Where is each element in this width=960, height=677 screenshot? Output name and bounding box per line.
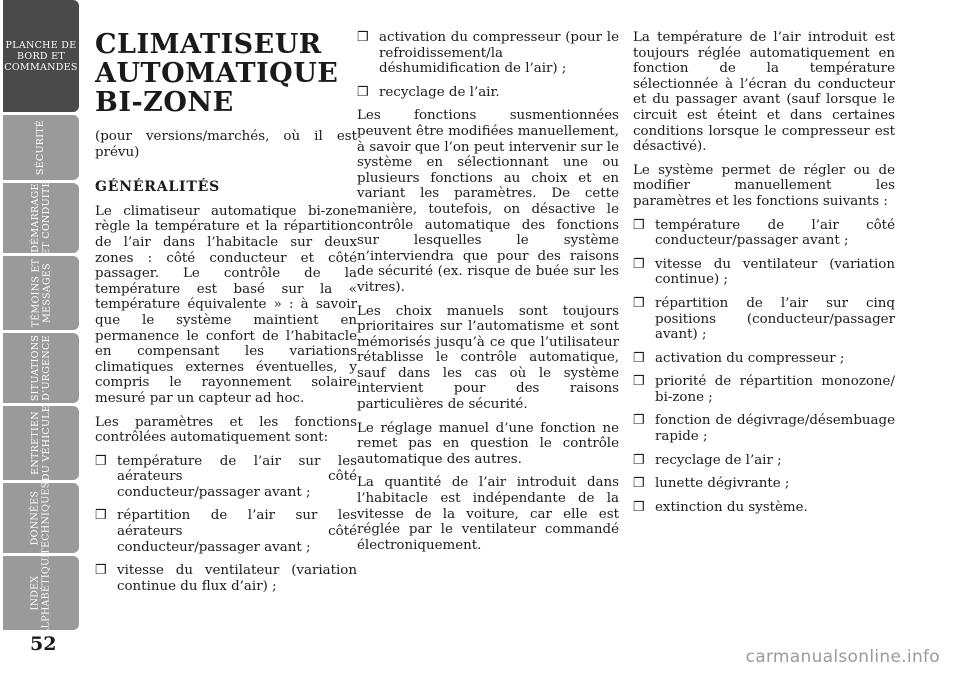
tab-index[interactable] bbox=[3, 550, 79, 636]
subtitle: (pour versions/marchés, où il est prévu) bbox=[95, 129, 357, 160]
list-item: ❒ température de l’air sur les aérateurs côté conducteur/passager avant ; bbox=[95, 453, 357, 500]
checkbox-bullet-icon: ❒ bbox=[633, 350, 645, 366]
list-item: ❒ activation du compresseur ; bbox=[633, 350, 845, 366]
tab-label: ENTRETIEN DU VÉHICULE bbox=[30, 404, 53, 482]
tab-entretien[interactable] bbox=[3, 406, 79, 480]
list-item: ❒ extinction du système. bbox=[633, 499, 808, 515]
tab-label: PLANCHE DE BORD ET COMMANDES bbox=[4, 39, 78, 73]
paragraph: La quantité de l’air introduit dans l’habitacle est indépendante de la vitesse de la voiture, car elle est réglée par le ventilateur commandé électroniquement. bbox=[357, 475, 619, 553]
list-item: ❒ recyclage de l’air ; bbox=[633, 452, 782, 468]
tab-securite[interactable] bbox=[3, 115, 79, 180]
list-item: ❒ recyclage de l’air. bbox=[357, 84, 500, 100]
tab-situations[interactable] bbox=[3, 333, 79, 403]
bullet-list bbox=[95, 454, 357, 595]
tab-label: SÉCURITÉ bbox=[35, 119, 47, 176]
column-3 bbox=[633, 30, 895, 523]
tab-label: INDEX ALPHABÉTIQUE bbox=[30, 550, 53, 636]
list-item: ❒ lunette dégivrante ; bbox=[633, 476, 790, 492]
sidebar-nav bbox=[0, 0, 84, 640]
tab-demarrage[interactable] bbox=[3, 180, 79, 256]
checkbox-bullet-icon: ❒ bbox=[357, 84, 369, 100]
checkbox-bullet-icon: ❒ bbox=[633, 452, 645, 468]
paragraph: Les paramètres et les fonctions contrôlées automatiquement sont: bbox=[95, 414, 357, 446]
paragraph: Le système permet de régler ou de modifier manuellement les paramètres et les fonctions suivants : bbox=[633, 162, 895, 209]
tab-planche-de-bord[interactable] bbox=[3, 0, 79, 112]
list-item: ❒ température de l’air côté conducteur/passager avant ; bbox=[633, 217, 895, 249]
checkbox-bullet-icon: ❒ bbox=[357, 30, 369, 45]
checkbox-bullet-icon: ❒ bbox=[633, 217, 645, 233]
tab-temoins[interactable] bbox=[3, 256, 79, 330]
tab-donnees[interactable] bbox=[3, 483, 79, 553]
page-number: 52 bbox=[30, 633, 57, 655]
checkbox-bullet-icon: ❒ bbox=[95, 453, 107, 469]
list-item: ❒ répartition de l’air sur cinq positions (conducteur/passager avant) ; bbox=[633, 295, 895, 343]
list-item: ❒ vitesse du ventilateur (variation continue du flux d’air) ; bbox=[95, 563, 357, 594]
list-item: ❒ activation du compresseur (pour le refroidissement/la déshumidification de l’air) ; bbox=[357, 30, 619, 77]
list-item: ❒ fonction de dégivrage/désembuage rapide ; bbox=[633, 413, 895, 445]
paragraph: La température de l’air introduit est toujours réglée automatiquement en fonction de la température sélectionnée à l’écran du conducteur et du passager avant (sauf lorsque le circuit est éteint et dans certaines conditions lorsque le compresseur est désactivé). bbox=[633, 30, 895, 155]
checkbox-bullet-icon: ❒ bbox=[633, 256, 645, 272]
checkbox-bullet-icon: ❒ bbox=[633, 476, 645, 492]
checkbox-bullet-icon: ❒ bbox=[633, 295, 645, 311]
tab-label: DONNÉES TECHNIQUES bbox=[29, 481, 52, 555]
page-title: CLIMATISEUR AUTOMATIQUE BI-ZONE bbox=[95, 29, 339, 118]
column-1 bbox=[95, 30, 357, 602]
tab-label: SITUATIONS D’URGENCE bbox=[29, 334, 52, 402]
checkbox-bullet-icon: ❒ bbox=[633, 374, 645, 390]
list-item: ❒ priorité de répartition monozone/ bi-zone ; bbox=[633, 374, 895, 405]
paragraph: Les fonctions susmentionnées peuvent être modifiées manuellement, à savoir que l’on peut intervenir sur le système en sélectionnant une ou plusieurs fonctions au choix et en variant les paramètres. De cette manière, toutefois, on désactive le contrôle automatique des fonctions sur lesquelles le système n’interviendra que pour des raisons de sécurité (ex. risque de buée sur les vitres). bbox=[357, 108, 619, 295]
tab-label: TÉMOINS ET MESSAGES bbox=[30, 258, 52, 328]
column-2 bbox=[357, 30, 619, 561]
checkbox-bullet-icon: ❒ bbox=[633, 413, 645, 429]
checkbox-bullet-icon: ❒ bbox=[95, 563, 107, 579]
paragraph: Le réglage manuel d’une fonction ne remet pas en question le contrôle automatique des autres. bbox=[357, 420, 619, 467]
list-item: ❒ répartition de l’air sur les aérateurs côté conducteur/passager avant ; bbox=[95, 508, 357, 555]
checkbox-bullet-icon: ❒ bbox=[95, 508, 107, 524]
list-item: ❒ vitesse du ventilateur (variation continue) ; bbox=[633, 256, 895, 288]
paragraph: Le climatiseur automatique bi-zone règle la température et la répartition de l’air dans l’habitacle sur deux zones : côté conducteur et côté passager. Le contrôle de la température est basé sur la « température équivalente » : à savoir que le système maintient en permanence le confort de l’habitacle en compensant les variations climatiques externes éventuelles, y compris le rayonnement solaire mesuré par un capteur ad hoc. bbox=[95, 203, 357, 406]
paragraph: Les choix manuels sont toujours prioritaires sur l’automatisme et sont mémorisés jusqu’à ce que l’utilisateur rétablisse le contrôle automatique, sauf dans les cas où le système intervient pour des raisons particulières de sécurité. bbox=[357, 303, 619, 413]
watermark: carmanualsonline.info bbox=[745, 647, 940, 667]
bullet-list bbox=[633, 218, 895, 516]
tab-label: DÉMARRAGE ET CONDUITE bbox=[29, 180, 52, 256]
checkbox-bullet-icon: ❒ bbox=[633, 499, 645, 515]
section-heading: GÉNÉRALITÉS bbox=[95, 179, 220, 196]
bullet-list bbox=[357, 30, 619, 100]
